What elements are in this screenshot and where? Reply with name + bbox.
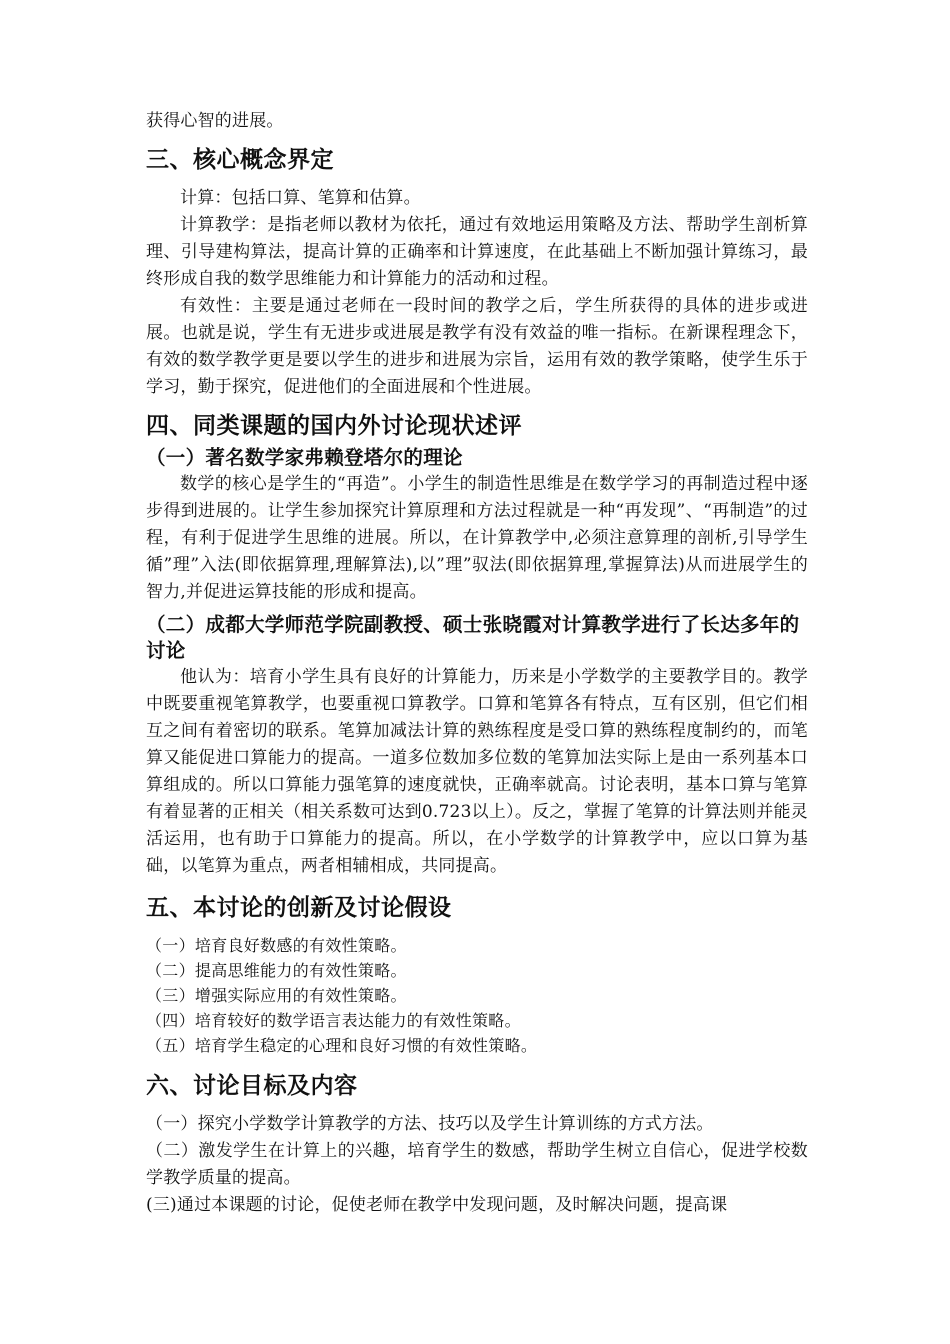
section-5-item: （四）培育较好的数学语言表达能力的有效性策略。 (146, 1011, 521, 1030)
section-5-item: （一）培育良好数感的有效性策略。 (146, 936, 407, 955)
section-6-item: （一）探究小学数学计算教学的方法、技巧以及学生计算训练的方式方法。 (146, 1114, 714, 1134)
section-6-item: （二）激发学生在计算上的兴趣，培育学生的数感，帮助学生树立自信心，促进学校数学教学质量的提高。 (146, 1141, 808, 1188)
section-3-heading: 三、核心概念界定 (146, 147, 334, 173)
section-5-item: （三）增强实际应用的有效性策略。 (146, 986, 407, 1005)
section-6-heading: 六、讨论目标及内容 (146, 1073, 358, 1099)
section-5-heading: 五、本讨论的创新及讨论假设 (146, 895, 452, 921)
section-4-heading: 四、同类课题的国内外讨论现状述评 (146, 413, 522, 439)
section-3-paragraph-3: 有效性：主要是通过老师在一段时间的教学之后，学生所获得的具体的进步或进展。也就是说，学生有无进步或进展是教学有没有效益的唯一指标。在新课程理念下，有效的数学教学更是要以学生的进步和进展为宗旨，运用有效的教学策略，使学生乐于学习，勤于探究，促进他们的全面进展和个性进展。 (146, 296, 808, 397)
section-4-sub-2-heading: （二）成都大学师范学院副教授、硕士张晓霞对计算教学进行了长达多年的讨论 (146, 613, 800, 662)
intro-tail-paragraph: 获得心智的进展。 (146, 111, 284, 131)
section-6-item: (三)通过本课题的讨论，促使老师在教学中发现问题，及时解决问题，提高课 (146, 1195, 728, 1215)
section-3-paragraph-2: 计算教学：是指老师以教材为依托，通过有效地运用策略及方法、帮助学生剖析算理、引导建构算法，提高计算的正确率和计算速度，在此基础上不断加强计算练习，最终形成自我的数学思维能力和计算能力的活动和过程。 (146, 215, 808, 289)
section-5-item: （五）培育学生稳定的心理和良好习惯的有效性策略。 (146, 1036, 538, 1055)
section-4-sub-1-heading: （一）著名数学家弗赖登塔尔的理论 (146, 446, 463, 469)
section-5-item: （二）提高思维能力的有效性策略。 (146, 961, 407, 980)
document-page (146, 108, 808, 1219)
section-4-sub-2-body: 他认为：培育小学生具有良好的计算能力，历来是小学数学的主要教学目的。教学中既要重视笔算教学，也要重视口算教学。口算和笔算各有特点，互有区别，但它们相互之间有着密切的联系。笔算加减法计算的熟练程度是受口算的熟练程度制约的，而笔算又能促进口算能力的提高。一道多位数加多位数的笔算加法实际上是由一系列基本口算组成的。所以口算能力强笔算的速度就快，正确率就高。讨论表明，基本口算与笔算有着显著的正相关（相关系数可达到0.723以上）。反之，掌握了笔算的计算法则并能灵活运用，也有助于口算能力的提高。所以，在小学数学的计算教学中，应以口算为基础，以笔算为重点，两者相辅相成，共同提高。 (146, 667, 808, 876)
section-4-sub-1-body: 数学的核心是学生的“再造”。小学生的制造性思维是在数学学习的再制造过程中逐步得到进展的。让学生参加探究计算原理和方法过程就是一种“再发现”、“再制造”的过程，有利于促进学生思维的进展。所以，在计算教学中,必须注意算理的剖析,引导学生循”理”入法(即依据算理,理解算法),以”理”驭法(即依据算理,掌握算法)从而进展学生的智力,并促进运算技能的形成和提高。 (146, 474, 808, 602)
section-3-paragraph-1: 计算：包括口算、笔算和估算。 (180, 188, 421, 208)
